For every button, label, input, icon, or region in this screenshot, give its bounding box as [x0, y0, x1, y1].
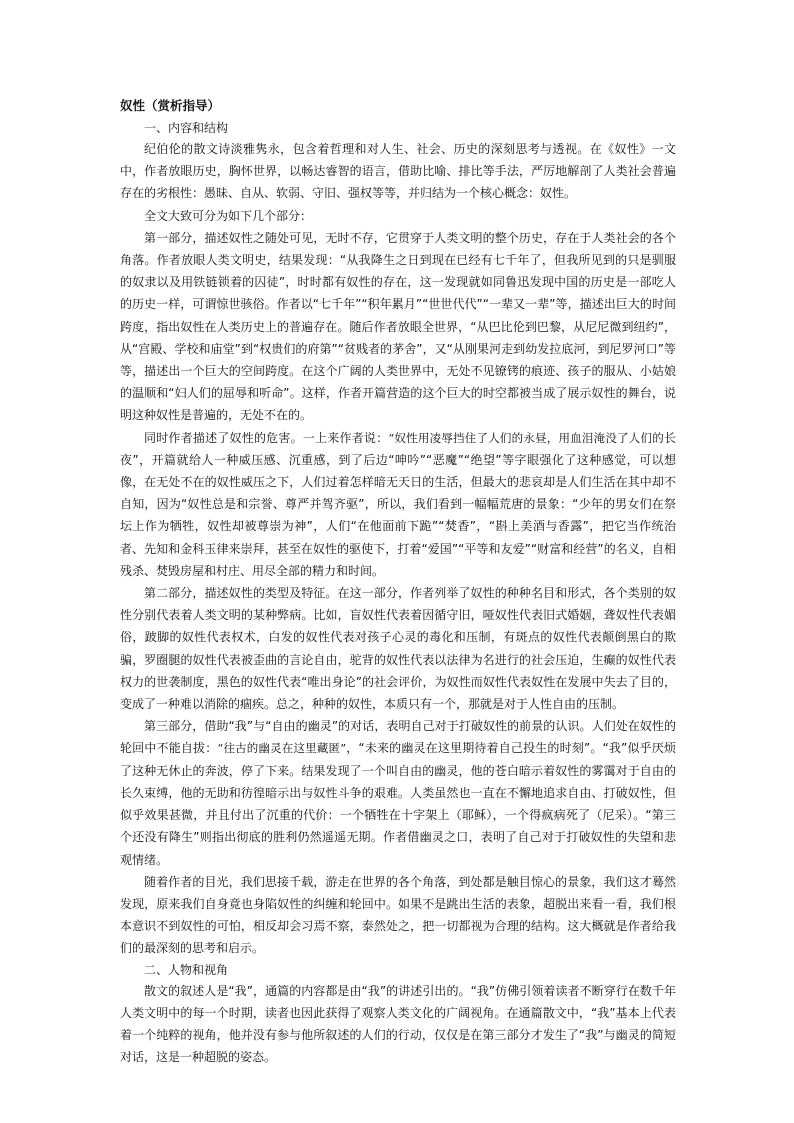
paragraph: 纪伯伦的散文诗淡雅隽永，包含着哲理和对人生、社会、历史的深刻思考与透视。在《奴性》一文中，作者放眼历史，胸怀世界，以畅达睿智的语言，借助比喻、排比等手法，严厉地解剖了人类社会普遍存在的劣根性：愚昧、自从、软弱、守旧、强权等等，并归结为一个核心概念：奴性。	[120, 142, 676, 201]
paragraph: 第三部分，借助“我”与“自由的幽灵”的对话，表明自己对于打破奴性的前景的认识。人们处在奴性的轮回中不能自拔：“往古的幽灵在这里藏匿”，“未来的幽灵在这里期待着自己投生的时刻”。“我”似乎厌烦了这种无休止的奔波，停了下来。结果发现了一个叫自由的幽灵，他的苍白暗示着奴性的雾霭对于自由的长久束缚，他的无助和彷徨暗示出与奴性斗争的艰难。人类虽然也一直在不懈地追求自由、打破奴性，但似乎效果甚微，并且付出了沉重的代价：一个牺牲在十字架上（耶稣），一个得疯病死了（尼采）。“第三个还没有降生”则指出彻底的胜利仍然遥遥无期。作者借幽灵之口，表明了自己对于打破奴性的失望和悲观情绪。	[120, 719, 676, 867]
section-heading: 二、人物和视角	[144, 962, 229, 977]
quoted-text: “往古的幽灵在这里藏匿”	[217, 741, 347, 756]
paragraph: 第一部分，描述奴性之随处可见，无时不存，它贯穿于人类文明的整个历史，存在于人类社会的各个角落。作者放眼人类文明史，结果发现：“从我降生之日到现在已经有七千年了，但我所见到的只是驯服的奴隶以及用铁链锁着的囚徒”，时时都有奴性的存在，这一发现就如同鲁迅发现中国的历史是一部吃人的历史一样，可谓惊世骇俗。作者以“七千年”“积年累月”“世世代代”“一辈又一辈”等，描述出巨大的时间跨度，指出奴性在人类历史上的普遍存在。随后作者放眼全世界，“从巴比伦到巴黎，从尼尼微到纽约”，从“宫殿、学校和庙堂”到“权贵们的府第”“贫贱者的茅舍”，又“从刚果河走到幼发拉底河，到尼罗河口”等等，描述出一个巨大的空间跨度。在这个广阔的人类世界中，无处不见镣铐的痕迹、孩子的服从、小姑娘的温顺和“妇人们的屈辱和听命”。这样，作者开篇营造的这个巨大的时空都被当成了展示奴性的舞台，说明这种奴性是普遍的，无处不在的。	[120, 230, 676, 423]
section-content-structure	[120, 118, 676, 960]
document-page	[120, 96, 676, 1068]
paragraph: 全文大致可分为如下几个部分：	[144, 208, 313, 223]
quoted-text: “奴性用凌辱挡住了人们的永昼，用血泪淹没了人们的	[388, 430, 664, 445]
paragraph: 随着作者的目光，我们思接千载，游走在世界的各个角落，到处都是触目惊心的景象，我们这才蓦然发现，原来我们自身竟也身陷奴性的纠缠和轮回中。如果不是跳出生活的表象，超脱出来看一看，我们根本意识不到奴性的可怕，相反却会习焉不察，泰然处之，把一切都视为合理的结构。这大概就是作者给我们的最深刻的思考和启示。	[120, 874, 676, 956]
paragraph: 同时作者描述了奴性的危害。一上来作者说：“奴性用凌辱挡住了人们的永昼，用血泪淹没了人们的长夜”，开篇就给人一种威压感、沉重感，到了后边“呻吟”“恶魔”“绝望”等字眼强化了这种感觉，可以想像，在无处不在的奴性威压之下，人们过着怎样暗无天日的生活，但最大的悲哀却是人们生活在其中却不自知，因为“奴性总是和宗誉、尊严并驾齐驱”，所以，我们看到一幅幅荒唐的景象：“少年的男女们在祭坛上作为牺牲，奴性却被尊崇为神”，人们“在他面前下跪”“焚香”，“斟上美酒与香露”，把它当作统治者、先知和金科玉律来崇拜，甚至在奴性的驱使下，打着“爱国”“平等和友爱”“财富和经营”的名义，自相残杀、焚毁房屋和村庄、用尽全部的精力和时间。	[120, 430, 676, 578]
section-characters-perspective	[120, 960, 676, 1069]
section-heading: 一、内容和结构	[144, 121, 229, 135]
paragraph: 第二部分，描述奴性的类型及特征。在这一部分，作者列举了奴性的种种名目和形式，各个类别的奴性分别代表着人类文明的某种弊病。比如，盲奴性代表着因循守旧，哑奴性代表旧式婚姻，聋奴性代表媚俗，跛脚的奴性代表权术，白发的奴性代表对孩子心灵的毒化和压制，有斑点的奴性代表颠倒黑白的欺骗，罗圈腿的奴性代表被歪曲的言论自由，驼背的奴性代表以法律为名进行的社会压迫，生癫的奴性代表权力的世袭制度，黑色的奴性代表“唯出身论”的社会评价，为奴性而奴性代表奴性在发展中失去了目的，变成了一种难以消除的痼疾。总之，种种的奴性，本质只有一个，那就是对于人性自由的压制。	[120, 586, 676, 712]
paragraph: 散文的叙述人是“我”，通篇的内容都是由“我”的讲述引出的。“我”仿佛引领着读者不断穿行在数千年人类文明中的每一个时期，读者也因此获得了观察人类文化的广阔视角。在通篇散文中，“我”基本上代表着一个纯粹的视角，他并没有参与他所叙述的人们的行动，仅仅是在第三部分才发生了“我”与幽灵的简短对话，这是一种超脱的姿态。	[120, 983, 676, 1065]
document-title: 奴性（赏析指导）	[120, 98, 221, 113]
